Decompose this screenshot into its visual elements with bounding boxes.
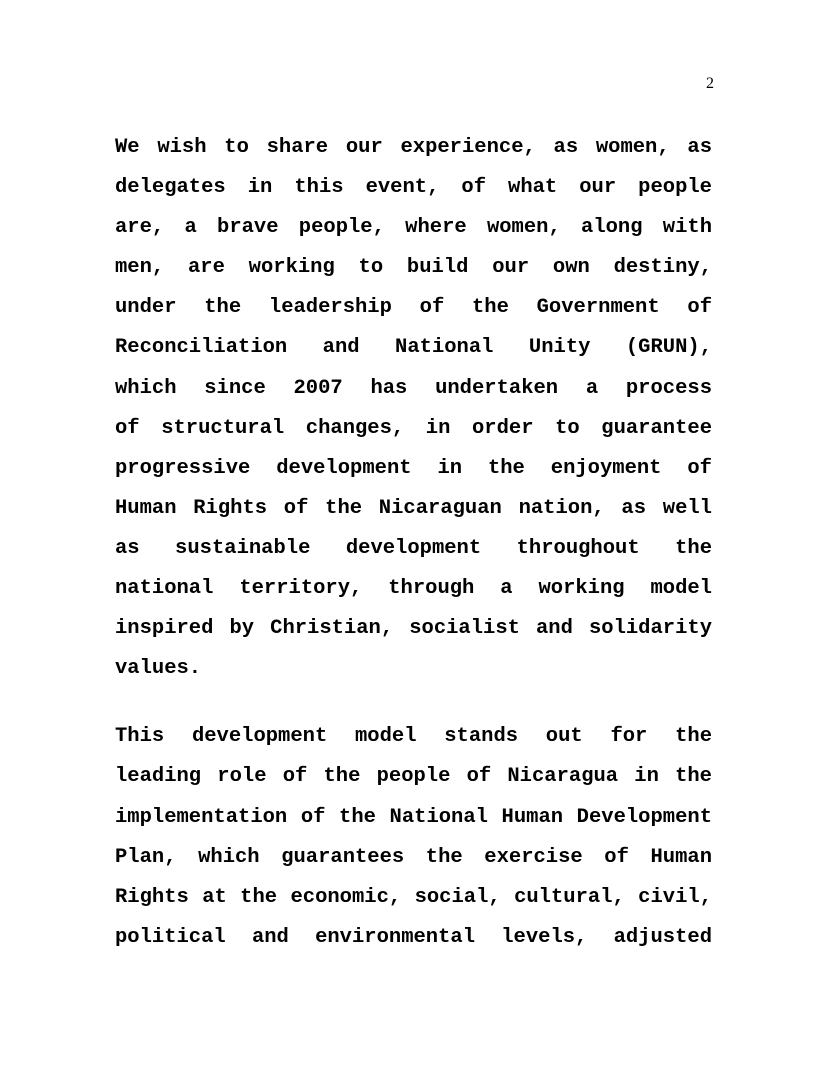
document-body: [115, 128, 712, 958]
text-line: national territory, through a working model: [115, 577, 712, 601]
text-line: under the leadership of the Government of: [115, 296, 712, 320]
text-line: men, are working to build our own destiny,: [115, 256, 712, 280]
text-line: progressive development in the enjoyment of: [115, 456, 712, 480]
text-line: are, a brave people, where women, along with: [115, 216, 712, 240]
text-line: leading role of the people of Nicaragua in the: [115, 765, 712, 789]
paragraph-2: [115, 717, 712, 958]
text-line: values.: [115, 657, 202, 681]
text-line: inspired by Christian, socialist and solidarity: [115, 617, 712, 641]
text-line: delegates in this event, of what our people: [115, 176, 712, 200]
text-line: We wish to share our experience, as women, as: [115, 136, 712, 159]
text-line: Reconciliation and National Unity (GRUN),: [115, 336, 712, 360]
text-line: This development model stands out for the: [115, 725, 712, 749]
paragraph-spacer: [115, 689, 712, 717]
text-line: of structural changes, in order to guarantee: [115, 416, 712, 440]
text-line: Plan, which guarantees the exercise of Human: [115, 845, 712, 869]
page-number: 2: [706, 75, 714, 92]
text-line: Rights at the economic, social, cultural, civil,: [115, 885, 712, 909]
text-line: political and environmental levels, adjusted: [115, 925, 712, 949]
text-line: Human Rights of the Nicaraguan nation, as well: [115, 496, 712, 520]
text-line: as sustainable development throughout the: [115, 536, 712, 560]
paragraph-1: [115, 128, 712, 689]
text-line: which since 2007 has undertaken a process: [115, 376, 712, 400]
text-line: implementation of the National Human Development: [115, 805, 712, 829]
